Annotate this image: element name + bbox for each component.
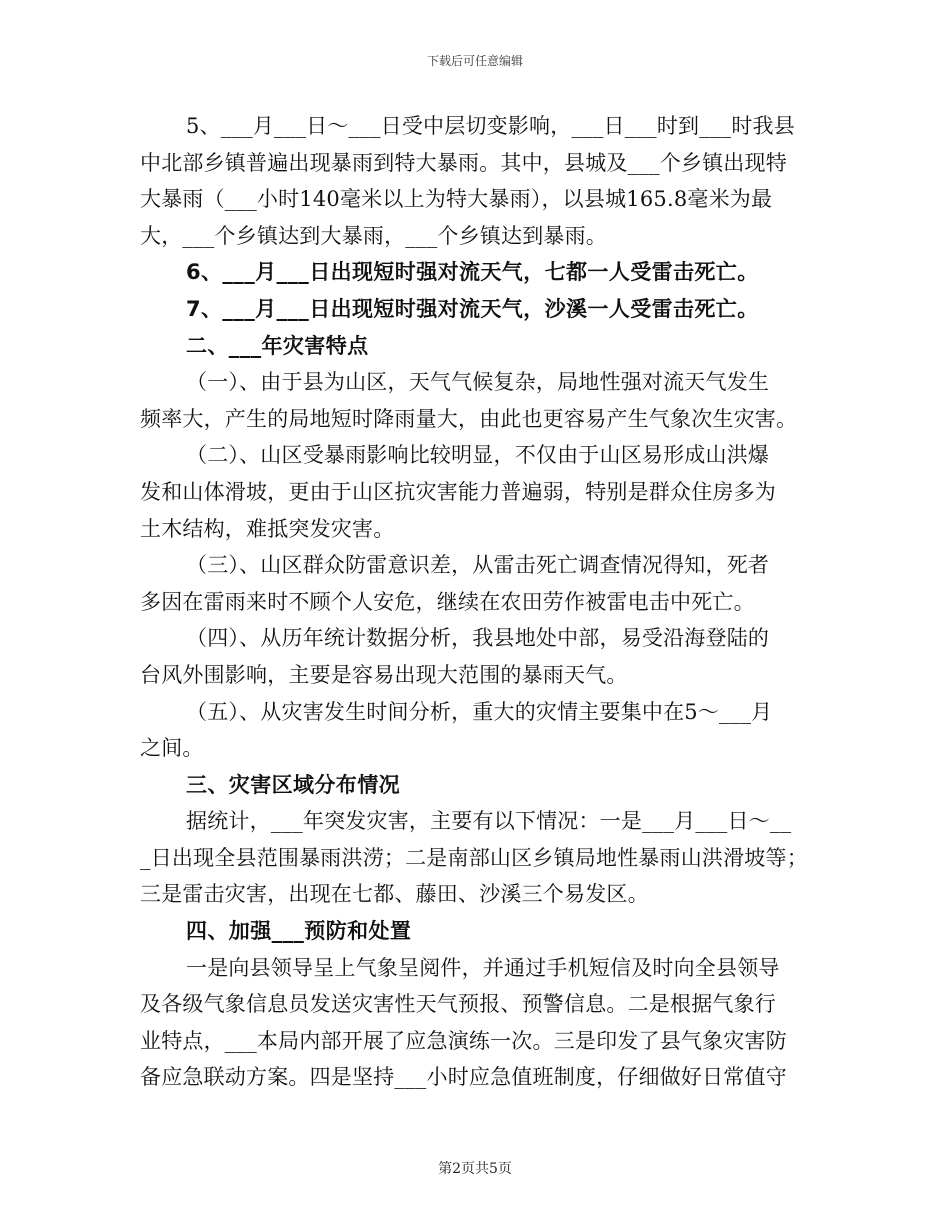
paragraph-line: 发和山体滑坡，更由于山区抗灾害能力普遍弱，特别是群众住房多为	[140, 479, 776, 504]
paragraph-line: （二）、山区受暴雨影响比较明显，不仅由于山区易形成山洪爆	[186, 443, 770, 468]
paragraph-line: 据统计，___年突发灾害，主要有以下情况：一是___月___日～__	[186, 809, 792, 834]
paragraph-line: 之间。	[140, 736, 204, 761]
document-body	[140, 108, 812, 1096]
paragraph-line: 台风外围影响，主要是容易出现大范围的暴雨天气。	[140, 662, 628, 687]
paragraph-line: 土木结构，难抵突发灾害。	[140, 516, 395, 541]
section-heading-line: 二、___年灾害特点	[186, 333, 369, 358]
paragraph-line: 多因在雷雨来时不顾个人安危，继续在农田劳作被雷电击中死亡。	[140, 589, 755, 614]
paragraph-line: 三是雷击灾害，出现在七都、藤田、沙溪三个易发区。	[140, 882, 649, 907]
paragraph-line: 一是向县领导呈上气象呈阅件，并通过手机短信及时向全县领导	[186, 955, 780, 980]
paragraph-line: 备应急联动方案。四是坚持___小时应急值班制度，仔细做好日常值守	[140, 1065, 787, 1090]
paragraph-line: （三）、山区群众防雷意识差，从雷击死亡调查情况得知，死者	[186, 553, 770, 578]
section-heading-line: 四、加强___预防和处置	[186, 919, 412, 944]
paragraph-line: _日出现全县范围暴雨洪涝；二是南部山区乡镇局地性暴雨山洪滑坡等；	[140, 845, 808, 870]
paragraph-line: （一）、由于县为山区，天气气候复杂，局地性强对流天气发生	[186, 370, 770, 395]
paragraph-line: 大，___个乡镇达到大暴雨，___个乡镇达到暴雨。	[140, 223, 607, 248]
paragraph-line: 中北部乡镇普遍出现暴雨到特大暴雨。其中，县城及___个乡镇出现特	[140, 150, 787, 175]
page-footer: 第2页共5页	[438, 1161, 512, 1177]
paragraph-line: 5、___月___日～___日受中层切变影响，___日___时到___时我县	[186, 114, 795, 138]
paragraph-line: 业特点，___本局内部开展了应急演练一次。三是印发了县气象灾害防	[140, 1028, 787, 1053]
section-heading-line: 三、灾害区域分布情况	[186, 772, 400, 797]
section-heading-line: 7、___月___日出现短时强对流天气，沙溪一人受雷击死亡。	[186, 296, 759, 321]
section-heading-line: 6、___月___日出现短时强对流天气，七都一人受雷击死亡。	[186, 260, 759, 285]
paragraph-line: 大暴雨（___小时140毫米以上为特大暴雨），以县城165.8毫米为最	[140, 187, 773, 212]
page-header: 下载后可任意编辑	[426, 54, 523, 68]
paragraph-line: 频率大，产生的局地短时降雨量大，由此也更容易产生气象次生灾害。	[140, 406, 798, 431]
paragraph-line: 及各级气象信息员发送灾害性天气预报、预警信息。二是根据气象行	[140, 992, 776, 1017]
paragraph-line: （四）、从历年统计数据分析，我县地处中部，易受沿海登陆的	[186, 626, 770, 651]
paragraph-line: （五）、从灾害发生时间分析，重大的灾情主要集中在5～___月	[186, 699, 773, 724]
